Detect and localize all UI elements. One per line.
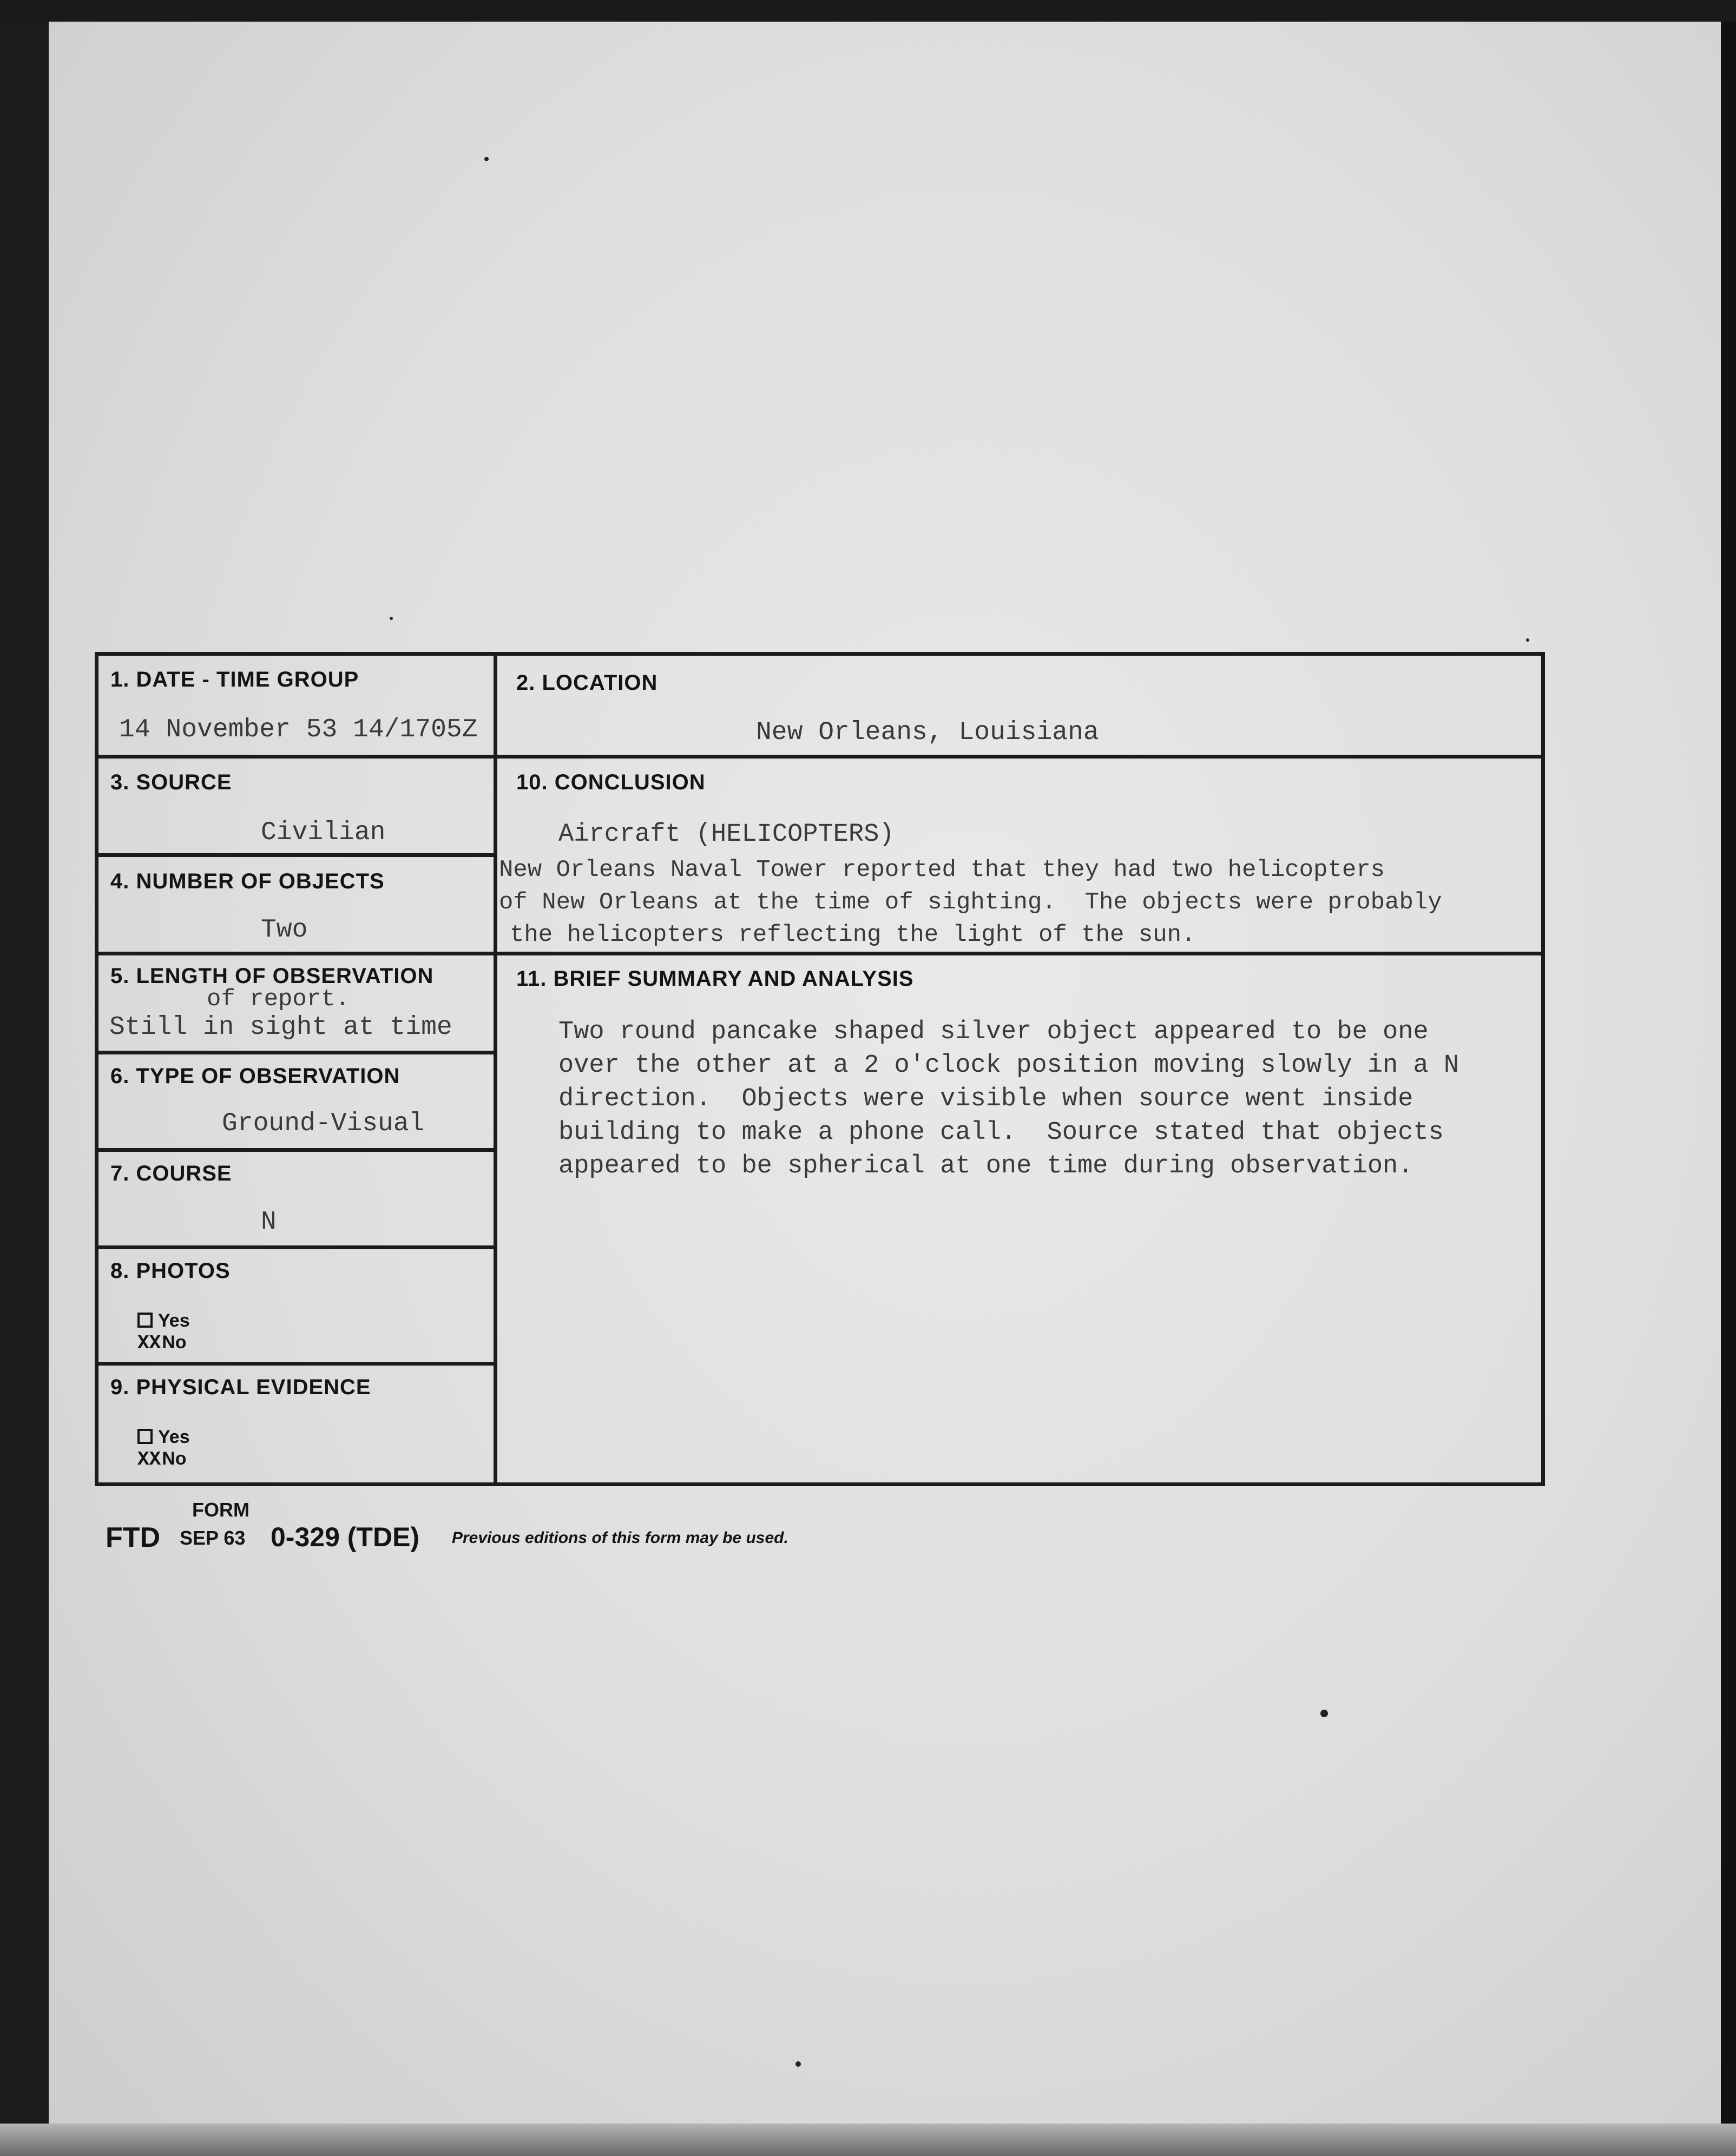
physical-evidence-label: 9. PHYSICAL EVIDENCE [110,1375,371,1399]
physical-evidence-no-option[interactable]: XXNo [137,1448,187,1471]
summary-analysis-label: 11. BRIEF SUMMARY AND ANALYSIS [516,967,914,991]
source-label: 3. SOURCE [110,770,232,794]
date-time-group-value: 14 November 53 14/1705Z [119,715,478,744]
footer-form-number: 0-329 (TDE) [271,1522,420,1552]
row-divider [98,1051,494,1054]
conclusion-label: 10. CONCLUSION [516,770,706,794]
source-value: Civilian [261,818,386,847]
course-value: N [261,1208,277,1237]
row-divider [98,1148,494,1152]
number-of-objects-label: 4. NUMBER OF OBJECTS [110,869,385,893]
film-border-top [0,0,1736,22]
row-divider [98,853,494,857]
row-divider [98,755,1541,759]
summary-line-1: Two round pancake shaped silver object appeared to be one [558,1018,1429,1046]
checkbox-x-mark: XX [137,1332,161,1354]
conclusion-line-3: of New Orleans at the time of sighting. The objects were probably [499,889,1442,916]
date-time-group-label: 1. DATE - TIME GROUP [110,668,359,691]
conclusion-line-4: the helicopters reflecting the light of the sun. [510,921,1196,948]
length-of-observation-value-line1: of report. [207,986,350,1013]
type-of-observation-label: 6. TYPE OF OBSERVATION [110,1064,400,1088]
conclusion-line-2: New Orleans Naval Tower reported that they had two helicopters [499,856,1385,884]
summary-line-5: appeared to be spherical at one time during observation. [558,1152,1413,1181]
checkbox-x-mark: XX [137,1448,161,1471]
length-of-observation-value-line2: Still in sight at time [109,1013,452,1042]
footer-ftd: FTD [106,1522,161,1553]
length-of-observation-label: 5. LENGTH OF OBSERVATION [110,964,434,988]
footer-form-word: FORM [192,1499,249,1521]
row-divider [98,1245,494,1249]
film-border-left [0,22,49,2124]
summary-line-4: building to make a phone call. Source stated that objects [558,1118,1444,1147]
location-value: New Orleans, Louisiana [756,718,1099,747]
footer-note: Previous editions of this form may be used. [452,1529,788,1547]
column-divider [494,656,497,1482]
type-of-observation-value: Ground-Visual [222,1109,425,1138]
photos-label: 8. PHOTOS [110,1259,231,1283]
location-label: 2. LOCATION [516,671,658,695]
row-divider [98,1362,494,1366]
photos-yes-option[interactable]: Yes [137,1310,190,1331]
physical-evidence-yes-option[interactable]: Yes [137,1427,190,1448]
summary-line-2: over the other at a 2 o'clock position moving slowly in a N [558,1051,1459,1080]
number-of-objects-value: Two [261,915,308,945]
project-card-form [95,652,1545,1486]
photos-no-option[interactable]: XXNo [137,1332,187,1354]
conclusion-line-1: Aircraft (HELICOPTERS) [558,820,895,849]
course-label: 7. COURSE [110,1162,232,1185]
checkbox-empty-icon [137,1313,153,1328]
row-divider [98,952,1541,955]
footer-sep: SEP 63 [180,1527,246,1549]
checkbox-empty-icon [137,1429,153,1444]
film-border-bottom [0,2124,1736,2156]
film-border-right [1721,22,1736,2124]
summary-line-3: direction. Objects were visible when source went inside [558,1085,1413,1113]
